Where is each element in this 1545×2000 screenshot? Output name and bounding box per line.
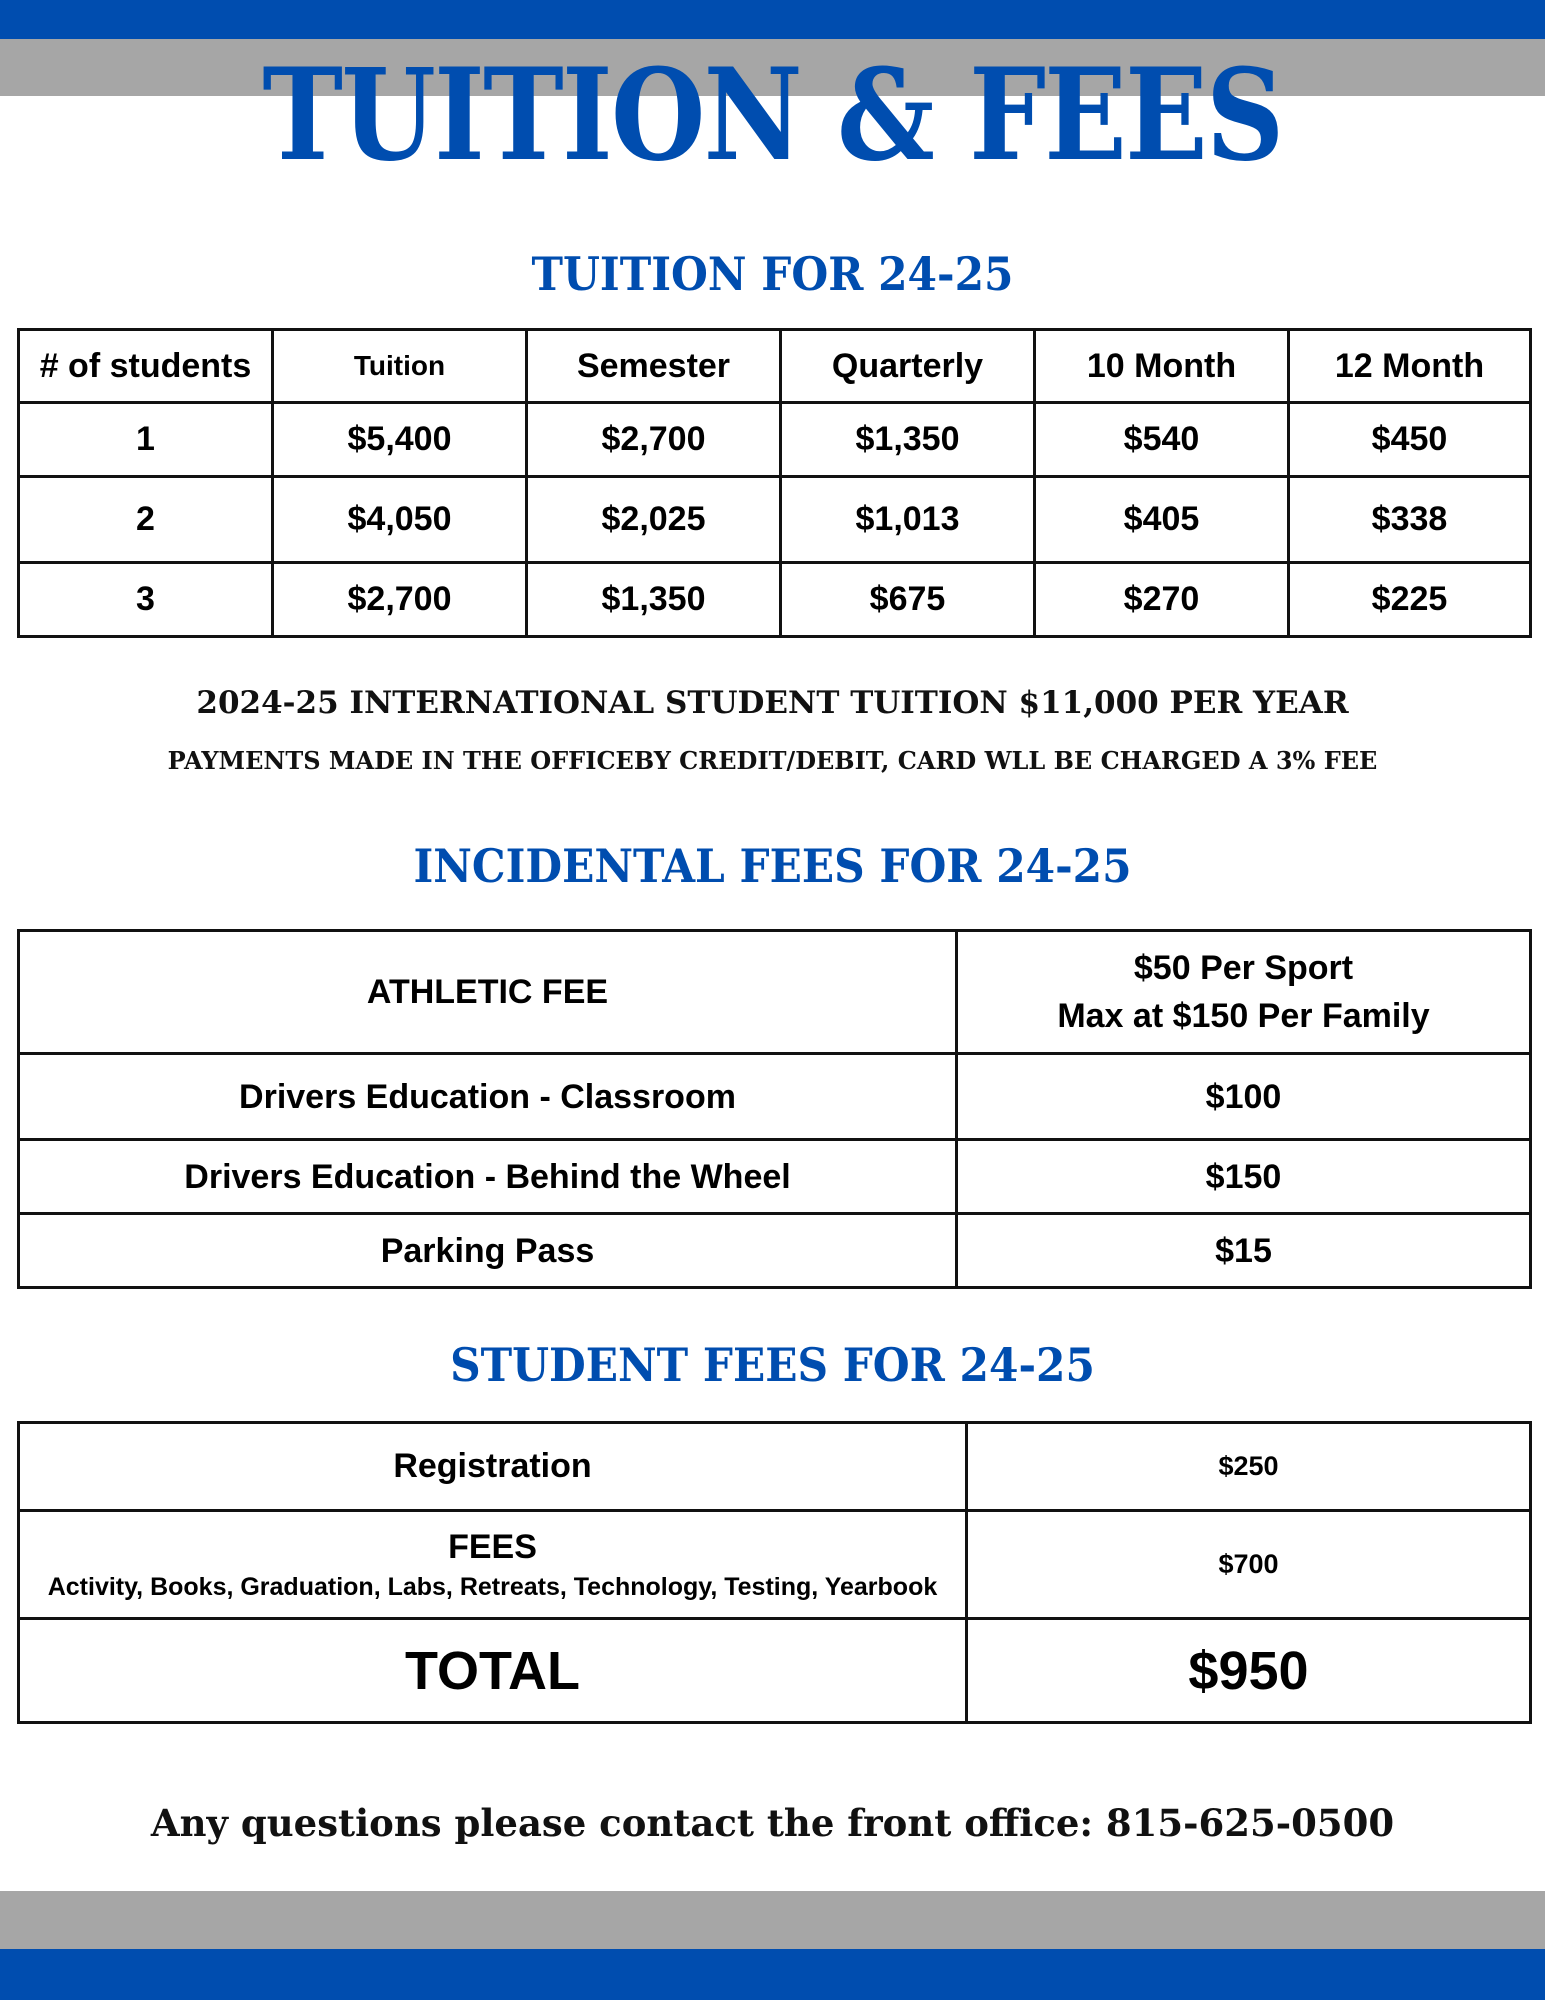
cell-tuition: $2,700 [273,563,527,637]
cell-tuition: $4,050 [273,477,527,563]
fees-cell [19,1511,967,1619]
cell-10-month: $270 [1035,563,1289,637]
registration-label: Registration [19,1423,967,1511]
cell-tuition: $5,400 [273,403,527,477]
incidental-fees-table [17,929,1532,1289]
cell-quarterly: $1,013 [781,477,1035,563]
fees-sublabel: Activity, Books, Graduation, Labs, Retreats, Technology, Testing, Yearbook [47,1572,938,1601]
table-row [19,1214,1531,1288]
athletic-fee-value-line1: $50 Per Sport [1133,949,1354,987]
cell-semester: $2,700 [527,403,781,477]
drivers-ed-wheel-value: $150 [957,1140,1531,1214]
tuition-heading: TUITION FOR 24-25 [531,247,1014,301]
cell-10-month: $405 [1035,477,1289,563]
athletic-fee-value-line2: Max at $150 Per Family [1057,997,1430,1035]
cell-semester: $2,025 [527,477,781,563]
student-fees-heading: STUDENT FEES FOR 24-25 [450,1338,1095,1392]
col-header-tuition: Tuition [273,330,527,403]
cell-semester: $1,350 [527,563,781,637]
cell-12-month: $450 [1289,403,1531,477]
payment-fee-note: PAYMENTS MADE IN THE OFFICEBY CREDIT/DEBIT, CARD WLL BE CHARGED A 3% FEE [167,746,1378,775]
top-blue-band [0,0,1545,39]
cell-students: 3 [19,563,273,637]
col-header-10-month: 10 Month [1035,330,1289,403]
cell-quarterly: $675 [781,563,1035,637]
drivers-ed-classroom-label: Drivers Education - Classroom [19,1054,957,1140]
col-header-quarterly: Quarterly [781,330,1035,403]
total-row [19,1619,1531,1723]
table-row [19,1423,1531,1511]
tuition-table [17,328,1532,638]
col-header-12-month: 12 Month [1289,330,1531,403]
cell-12-month: $338 [1289,477,1531,563]
registration-value: $250 [967,1423,1531,1511]
page-title: TUITION & FEES [262,41,1283,189]
student-fees-table [17,1421,1532,1724]
table-row [19,1140,1531,1214]
drivers-ed-wheel-label: Drivers Education - Behind the Wheel [19,1140,957,1214]
bottom-blue-band [0,1949,1545,2000]
total-value: $950 [967,1619,1531,1723]
drivers-ed-classroom-value: $100 [957,1054,1531,1140]
cell-10-month: $540 [1035,403,1289,477]
cell-12-month: $225 [1289,563,1531,637]
international-tuition-note: 2024-25 INTERNATIONAL STUDENT TUITION $11,000 PER YEAR [196,685,1349,721]
tuition-header-row [19,330,1531,403]
parking-pass-value: $15 [957,1214,1531,1288]
table-row [19,1511,1531,1619]
table-row [19,1054,1531,1140]
table-row [19,477,1531,563]
fees-value: $700 [967,1511,1531,1619]
col-header-students: # of students [19,330,273,403]
parking-pass-label: Parking Pass [19,1214,957,1288]
fees-label: FEES [448,1527,537,1566]
cell-students: 2 [19,477,273,563]
incidental-heading: INCIDENTAL FEES FOR 24-25 [413,839,1132,893]
athletic-fee-label: ATHLETIC FEE [19,931,957,1054]
total-label: TOTAL [19,1619,967,1723]
cell-students: 1 [19,403,273,477]
athletic-fee-value [957,931,1531,1054]
col-header-semester: Semester [527,330,781,403]
table-row [19,403,1531,477]
bottom-gray-band [0,1891,1545,1949]
cell-quarterly: $1,350 [781,403,1035,477]
table-row [19,563,1531,637]
contact-note: Any questions please contact the front office: 815-625-0500 [150,1801,1395,1845]
table-row [19,931,1531,1054]
